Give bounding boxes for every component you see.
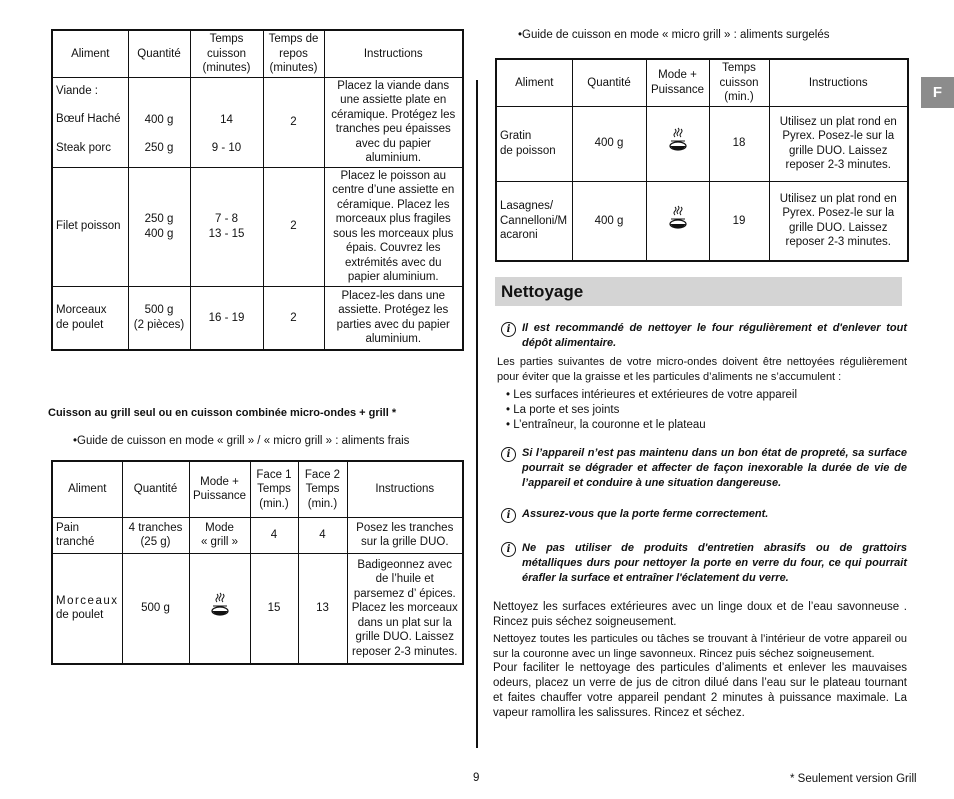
quantite-cell: 500 g xyxy=(122,553,189,664)
table-row xyxy=(52,553,463,664)
quantite-value: 400 g xyxy=(144,227,174,240)
cleaning-paragraph-exterior: Nettoyez les surfaces extérieures avec un linge doux et de l’eau savonneuse . Rincez puis séchez soigneusement. xyxy=(493,601,907,628)
face2-cell: 4 xyxy=(298,517,347,553)
header-face2: Face 2 Temps (min.) xyxy=(298,461,347,517)
note-recommendation: Il est recommandé de nettoyer le four régulièrement et d'enlever tout dépôt alimentaire. xyxy=(522,322,907,349)
table-row xyxy=(52,517,463,553)
header-temps-cuisson: Temps cuisson (minutes) xyxy=(190,30,263,77)
page-number: 9 xyxy=(473,772,480,784)
quantite-value: 400 g xyxy=(144,113,174,126)
aliment-label: Lasagnes/ xyxy=(500,200,554,212)
header-aliment: Aliment xyxy=(52,461,122,517)
instructions-cell: Badigeonnez avec de l’huile et parsemez d’ épices. Placez les morceaux dans un plat sur la grille DUO. Laissez reposer 2-3 minutes. xyxy=(347,553,463,664)
aliment-label: Cannelloni/M xyxy=(500,214,568,227)
face2-cell: 13 xyxy=(298,553,347,664)
repos-cell: 2 xyxy=(263,77,324,167)
header-mode-puissance: Mode + Puissance xyxy=(646,59,709,106)
aliment-label: Morceaux xyxy=(56,304,107,317)
temps-value: 7 - 8 xyxy=(214,213,238,225)
quantite-cell: 400 g xyxy=(572,106,646,181)
frozen-cooking-table xyxy=(495,58,909,262)
table-row xyxy=(496,181,908,261)
aliment-label: Steak porc xyxy=(56,141,111,154)
header-temps-repos: Temps de repos (minutes) xyxy=(263,30,324,77)
temps-value: 14 xyxy=(220,113,233,126)
temps-value: 13 - 15 xyxy=(208,227,245,240)
nettoyage-title: Nettoyage xyxy=(495,277,902,306)
aliment-label: Gratin xyxy=(500,130,532,142)
temps-cell: 16 - 19 xyxy=(190,286,263,350)
table-row xyxy=(52,167,463,286)
temps-value: 9 - 10 xyxy=(211,142,242,154)
quantite-cell xyxy=(128,77,190,167)
language-tab: F xyxy=(921,77,954,108)
instructions-cell: Posez les tranches sur la grille DUO. xyxy=(347,517,463,553)
quantite-cell: 400 g xyxy=(572,181,646,261)
mode-value: « grill » xyxy=(200,536,239,548)
face1-cell: 4 xyxy=(250,517,298,553)
temps-cell: 19 xyxy=(709,181,769,261)
aliment-label: de poulet xyxy=(56,318,104,331)
note-abrasive: Ne pas utiliser de produits d'entretien abrasifs ou de grattoirs métalliques durs pour nettoyer la porte en verre du four, ce qui pourrait érafler la surface et entraîner l'éclatement du verre. xyxy=(522,542,907,584)
column-divider xyxy=(476,80,478,748)
quantite-cell xyxy=(122,517,189,553)
list-item: • Les surfaces intérieures et extérieures de votre appareil xyxy=(506,389,798,401)
aliment-cell xyxy=(52,553,122,664)
aliment-cell xyxy=(52,286,128,350)
info-icon: i xyxy=(501,508,516,523)
header-quantite: Quantité xyxy=(128,30,190,77)
header-quantite: Quantité xyxy=(122,461,189,517)
repos-cell: 2 xyxy=(263,286,324,350)
info-icon: i xyxy=(501,447,516,462)
aliment-label: Viande : xyxy=(56,84,98,97)
quantite-value: 250 g xyxy=(144,213,174,225)
list-item: • L’entraîneur, la couronne et le plateau xyxy=(506,419,706,431)
grill-cooking-table xyxy=(51,460,464,665)
aliment-cell xyxy=(496,106,572,181)
temps-cell xyxy=(190,77,263,167)
header-instructions: Instructions xyxy=(347,461,463,517)
instructions-cell: Placez le poisson au centre d’une assiette en céramique. Placez les morceaux plus fragiles sous les morceaux plus épais. Couvrez les extrémités avec du papier aluminium. xyxy=(324,167,463,286)
micro-grill-icon xyxy=(667,126,689,156)
header-aliment: Aliment xyxy=(496,59,572,106)
instructions-cell: Placez-les dans une assiette. Protégez les parties avec du papier aluminium. xyxy=(324,286,463,350)
face1-cell: 15 xyxy=(250,553,298,664)
aliment-cell xyxy=(52,517,122,553)
table-row xyxy=(496,106,908,181)
quantite-value: (2 pièces) xyxy=(133,318,185,331)
header-quantite: Quantité xyxy=(572,59,646,106)
quantite-value: 4 tranches xyxy=(128,521,183,534)
note-maintenance: Si l’appareil n’est pas maintenu dans un bon état de propreté, sa surface pourrait se dégrader et affecter de façon inexorable la durée de vie de l’appareil et conduire à une situation dangereuse. xyxy=(522,447,907,489)
list-item: • La porte et ses joints xyxy=(506,404,620,416)
aliment-cell: Filet poisson xyxy=(52,167,128,286)
aliment-label: Morceaux xyxy=(56,594,119,607)
aliment-label: de poisson xyxy=(500,144,556,157)
temps-cell: 18 xyxy=(709,106,769,181)
aliment-label: de poulet xyxy=(56,609,104,622)
cleaning-intro: Les parties suivantes de votre micro-ondes doivent être nettoyées régulièrement pour éviter que la graisse et les particules d’aliments ne s’accumulent : xyxy=(497,356,907,383)
quantite-cell xyxy=(128,167,190,286)
header-temps-cuisson: Temps cuisson (min.) xyxy=(709,59,769,106)
temps-cell xyxy=(190,167,263,286)
quantite-value: 250 g xyxy=(144,142,174,154)
note-door: Assurez-vous que la porte ferme correctement. xyxy=(522,508,769,520)
footnote: * Seulement version Grill xyxy=(790,773,917,785)
mode-cell xyxy=(189,553,250,664)
mode-cell xyxy=(646,181,709,261)
aliment-label: Bœuf Haché xyxy=(56,113,121,125)
header-instructions: Instructions xyxy=(324,30,463,77)
aliment-label: acaroni xyxy=(500,229,538,241)
table-row xyxy=(52,286,463,350)
cleaning-paragraph-lemon: Pour faciliter le nettoyage des particules d’aliments et enlever les mauvaises odeurs, placez un verre de jus de citron dilué dans l’eau sur le plateau tournant et faites chauffer votre appareil pendant 2 minutes à puissance maximale. La vapeur ramollira les salissures. Rincez et séchez. xyxy=(493,662,907,719)
instructions-cell: Placez la viande dans une assiette plate en céramique. Protégez les tranches peu épaisses avec du papier aluminium. xyxy=(324,77,463,167)
quantite-value: (25 g) xyxy=(140,536,171,548)
header-instructions: Instructions xyxy=(769,59,908,106)
aliment-label: tranché xyxy=(56,536,95,548)
micro-grill-icon xyxy=(209,591,231,621)
table-row xyxy=(52,77,463,167)
repos-cell: 2 xyxy=(263,167,324,286)
instructions-cell: Utilisez un plat rond en Pyrex. Posez-le sur la grille DUO. Laissez reposer 2-3 minutes. xyxy=(769,181,908,261)
aliment-cell xyxy=(496,181,572,261)
aliment-cell xyxy=(52,77,128,167)
mode-value: Mode xyxy=(205,521,234,534)
header-mode-puissance: Mode + Puissance xyxy=(189,461,250,517)
aliment-label: Pain xyxy=(56,521,80,534)
header-aliment: Aliment xyxy=(52,30,128,77)
info-icon: i xyxy=(501,322,516,337)
instructions-cell: Utilisez un plat rond en Pyrex. Posez-le sur la grille DUO. Laissez reposer 2-3 minutes. xyxy=(769,106,908,181)
header-face1: Face 1 Temps (min.) xyxy=(250,461,298,517)
grill-section-heading: Cuisson au grill seul ou en cuisson combinée micro-ondes + grill * xyxy=(48,407,397,419)
mode-cell xyxy=(189,517,250,553)
micro-grill-icon xyxy=(667,204,689,234)
cleaning-paragraph-interior: Nettoyez toutes les particules ou tâches se trouvant à l’intérieur de votre appareil ou sur la couronne avec un linge savonneux. Rincez puis séchez soigneusement. xyxy=(493,633,907,660)
quantite-value: 500 g xyxy=(144,304,174,317)
cleaning-list xyxy=(506,388,797,433)
frozen-caption: •Guide de cuisson en mode « micro grill » : aliments surgelés xyxy=(518,29,830,41)
info-icon: i xyxy=(501,542,516,557)
fresh-cooking-table xyxy=(51,29,464,351)
quantite-cell xyxy=(128,286,190,350)
grill-fresh-caption: •Guide de cuisson en mode « grill » / « micro grill » : aliments frais xyxy=(73,435,410,447)
mode-cell xyxy=(646,106,709,181)
